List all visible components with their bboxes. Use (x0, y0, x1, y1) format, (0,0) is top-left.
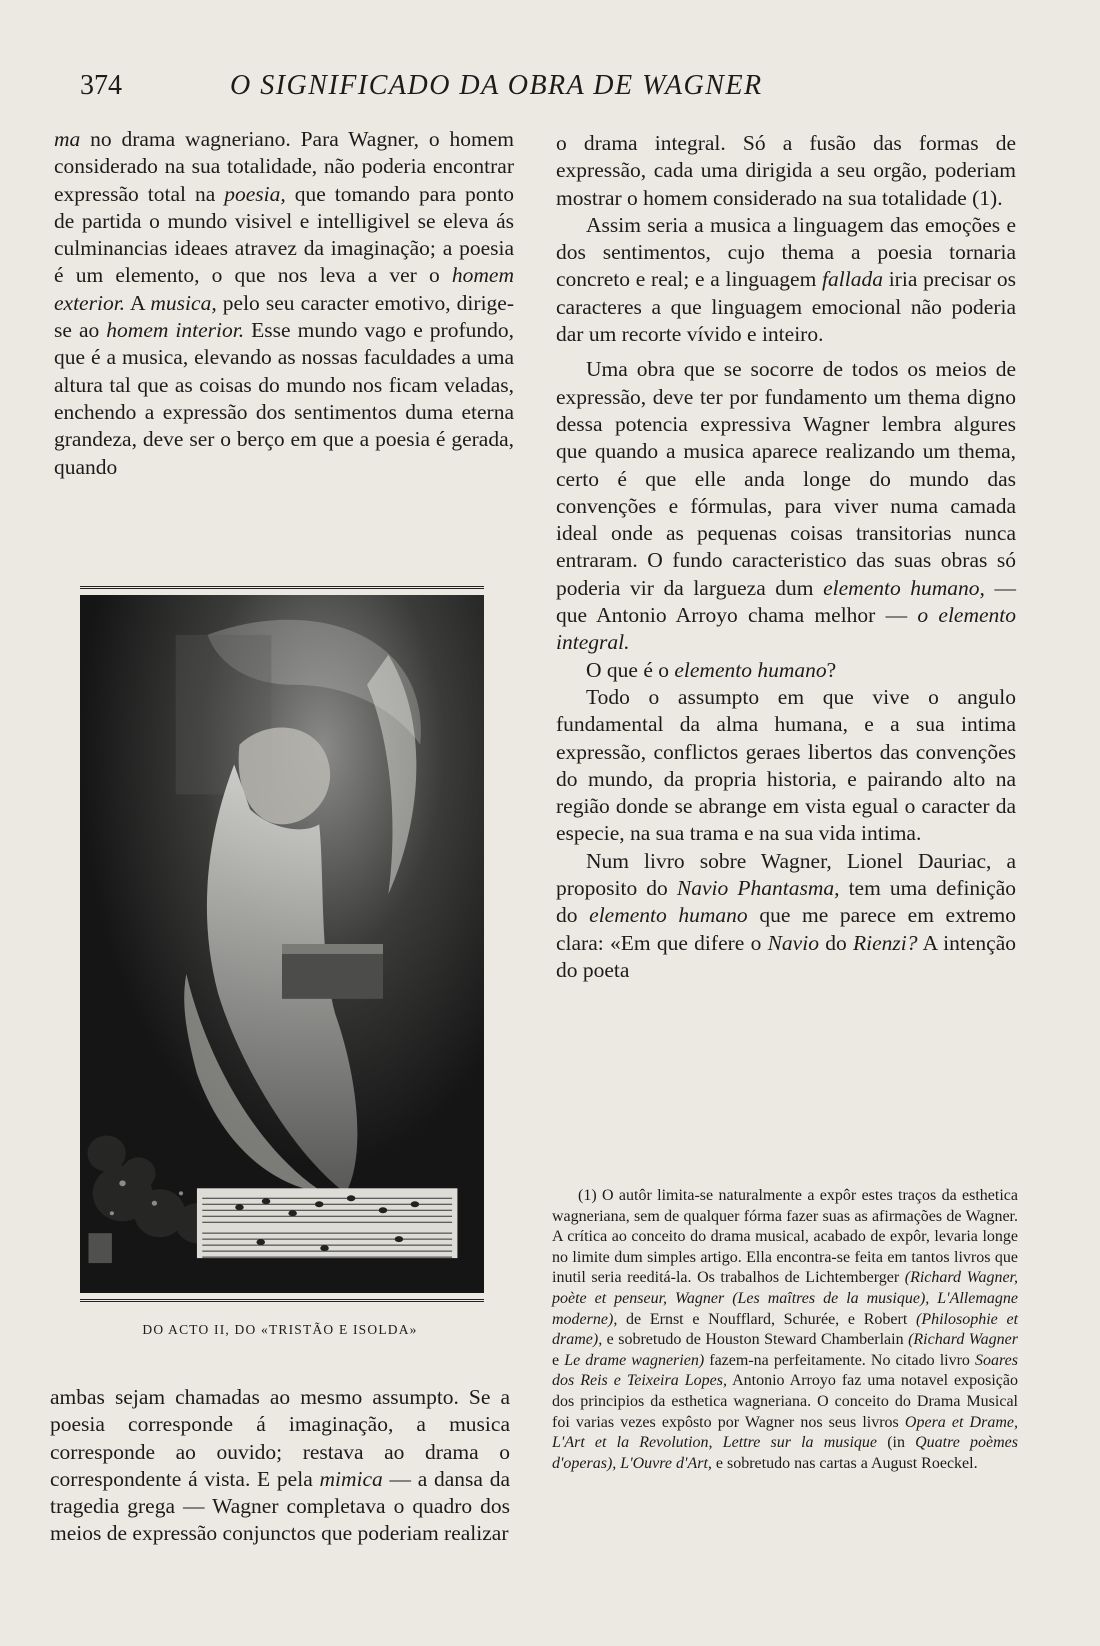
left-column-top (54, 126, 514, 481)
artist-signature-icon (89, 1233, 112, 1263)
tristan-isolde-illustration (80, 586, 484, 1302)
music-score (197, 1188, 457, 1258)
paragraph: ma no drama wagneriano. Para Wagner, o homem considerado na sua totalidade, não poderia encontrar expressão total na poesia, que tomando para ponto de partida o mundo visivel e intelligivel se eleva ás culminancias ideaes atravez da imaginação; a poesia é um elemento, o que nos leva a ver o homem exterior. A musica, pelo seu caracter emotivo, dirige-se ao homem interior. Esse mundo vago e profundo, que é a musica, elevando as nossas faculdades a uma altura tal que as coisas do mundo nos ficam veladas, enchendo a expressão dos sentimentos duma eterna grandeza, deve ser o berço em que a poesia é gerada, quando (54, 127, 514, 479)
left-column-bottom (50, 1384, 510, 1548)
paragraph: o drama integral. Só a fusão das formas de expressão, cada uma dirigida a seu orgão, poderiam mostrar o homem considerado na sua totalidade (1). (556, 131, 1016, 210)
page-header (80, 70, 1040, 110)
right-column (556, 130, 1016, 984)
footnote: (1) O autôr limita-se naturalmente a expôr estes traços da esthetica wagneriana, sem de qualquer fórma fazer suas as afirmações de Wagner. A crítica ao conceito do drama musical, acabado de expôr, levaria longe no limite dum simples artigo. Ella encontra-se feita em tantos livros que inutil seria reeditá-la. Os trabalhos de Lichtemberger (Richard Wagner, poète et penseur, Wagner (Les maîtres de la musique), L'Allemagne moderne), de Ernst e Noufflard, Schurée, e Robert (Philosophie et drame), e sobretudo de Houston Steward Chamberlain (Richard Wagner e Le drame wagnerien) fazem-na perfeitamente. No citado livro Soares dos Reis e Teixeira Lopes, Antonio Arroyo faz uma notavel exposição dos principios da esthetica wagneriana. O conceito do Drama Musical foi varias vezes expôsto por Wagner nos seus livros Opera et Drame, L'Art et la Revolution, Lettre sur la musique (in Quatre poèmes d'operas), L'Ouvre d'Art, e sobretudo nas cartas a August Roeckel. (552, 1187, 1019, 1472)
illustration-image (80, 595, 484, 1293)
paragraph: Todo o assumpto em que vive o angulo fundamental da alma humana, e a sua intima expressão, conflictos geraes libertos das convenções do mundo, da propria historia, e pairando alto na região donde se abrange em vista egual o caracter da especie, na sua trama e na sua vida intima. (556, 684, 1016, 846)
running-title: O SIGNIFICADO DA OBRA DE WAGNER (230, 70, 763, 101)
paragraph: Num livro sobre Wagner, Lionel Dauriac, a proposito do Navio Phantasma, tem uma definição do elemento humano que me parece em extremo clara: «Em que difere o Navio do Rienzi? A intenção do poeta (556, 848, 1016, 982)
paragraph: ambas sejam chamadas ao mesmo assumpto. Se a poesia corresponde á imaginação, a musica corresponde ao ouvido; restava ao drama o correspondente á vista. E pela mimica — a dansa da tragedia grega — Wagner completava o quadro dos meios de expressão conjunctos que poderiam realizar (50, 1385, 510, 1546)
footnotes (552, 1186, 1018, 1474)
paragraph: Assim seria a musica a linguagem das emoções e dos sentimentos, cujo thema a poesia tornaria concreto e real; e a linguagem fallada iria precisar os caracteres a que linguagem emocional não poderia dar um recorte vívido e inteiro. (556, 212, 1016, 347)
paragraph: O que é o elemento humano? (586, 657, 837, 682)
page-number: 374 (80, 70, 122, 101)
paragraph: Uma obra que se socorre de todos os meios de expressão, deve ter por fundamento um thema digno dessa potencia expressiva Wagner lembra algures que quando a musica aparece realizando um thema, certo é que elle anda longe do mundo das convenções e fórmulas, para viver numa camada ideal onde as pequenas coisas transitorias nunca entraram. O fundo caracteristico das suas obras só poderia vir da largueza dum elemento humano, — que Antonio Arroyo chama melhor — o elemento integral. (556, 357, 1016, 655)
illustration-caption: DO ACTO II, DO «TRISTÃO E ISOLDA» (142, 1322, 418, 1337)
